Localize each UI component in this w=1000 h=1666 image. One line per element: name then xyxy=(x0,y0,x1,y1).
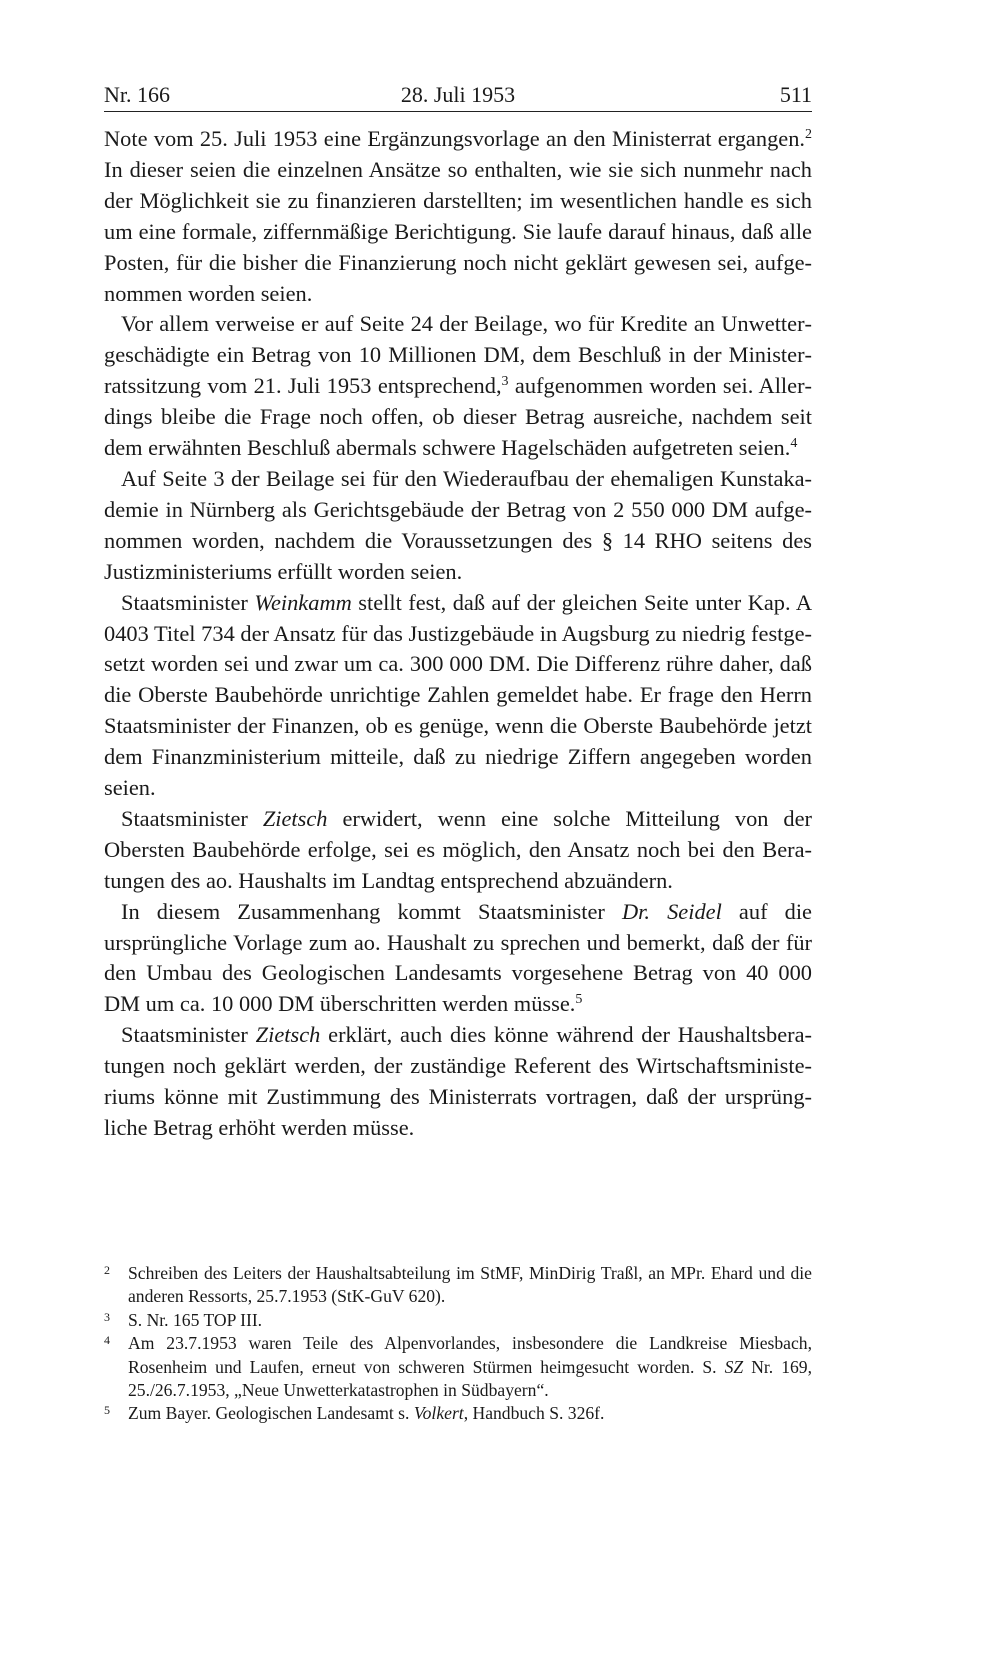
footnote xyxy=(104,1332,812,1402)
document-number: Nr. 166 xyxy=(104,82,170,107)
document-date: 28. Juli 1953 xyxy=(400,82,516,107)
body-text xyxy=(104,124,812,1144)
footnote-reference: 3 xyxy=(501,374,509,390)
text-run: Staatsminister xyxy=(121,1022,256,1048)
text-run: In dieser seien die einzelnen Ansätze so enthalten, wie sie sich nunmehr nach der Möglichkeit sie zu finanzieren darstellten; im wesentlichen handle es sich um eine formale, ziffernmäßige Berichtigung. Sie laufe darauf hinaus, daß alle Posten, für die bisher die Finanzierung noch nicht geklärt gewesen sei, aufgenommen worden seien. xyxy=(104,156,812,306)
paragraph xyxy=(104,804,812,897)
text-run: Staatsminister xyxy=(121,805,263,831)
person-name-italic: Zietsch xyxy=(255,1022,321,1048)
text-run: In diesem Zusammenhang kommt Staatsminister xyxy=(121,898,622,924)
footnote xyxy=(104,1309,812,1332)
footnotes xyxy=(104,1262,812,1426)
footnote-number: 4 xyxy=(104,1333,110,1348)
header-rule xyxy=(104,111,812,112)
paragraph xyxy=(104,1020,812,1144)
text-run: aufgenommen worden sei. Allerdings bleibe die Frage noch offen, ob dieser Betrag ausreiche, nachdem seit dem erwähnten Beschluß abermals schwere Hagelschäden aufgetreten seien. xyxy=(104,373,812,461)
footnote-number: 2 xyxy=(104,1263,110,1277)
footnote-number: 3 xyxy=(104,1309,110,1324)
person-name-italic: Volkert xyxy=(413,1403,464,1424)
footnote xyxy=(104,1262,812,1309)
footnote xyxy=(104,1402,812,1425)
person-name-italic: Weinkamm xyxy=(254,589,352,615)
text-run: Note vom 25. Juli 1953 eine Ergänzungsvorlage an den Ministerrat ergangen. xyxy=(104,126,805,151)
paragraph xyxy=(104,897,812,1021)
text-run: Vor allem verweise er auf Seite 24 der Beilage, wo für Kredite an Unwettergeschädigte ein Betrag von 10 Millionen DM, dem Beschluß in der Ministerratssitzung vom 21. Juli 1953 entsprechend, xyxy=(104,311,812,399)
text-run: stellt fest, daß auf der gleichen Seite unter Kap. A 0403 Titel 734 der Ansatz für das Justizgebäude in Augsburg zu niedrig festgesetzt worden sei und zwar um ca. 300 000 DM. Die Differenz rühre daher, daß die Oberste Baubehörde unrichtige Zahlen gemeldet habe. Er frage den Herrn Staatsminister der Finanzen, ob es genüge, wenn die Oberste Baubehörde jetzt dem Finanzministerium mitteile, daß zu niedrige Ziffern angegeben worden seien. xyxy=(104,589,813,801)
paragraph xyxy=(104,588,812,804)
footnote-reference: 5 xyxy=(575,992,583,1008)
paragraph xyxy=(104,464,812,588)
person-name-italic: Dr. Seidel xyxy=(621,898,722,924)
text-run: erwidert, wenn eine solche Mitteilung von der Obersten Baubehörde erfolge, sei es möglich, den Ansatz noch bei den Beratungen des ao. Haushalts im Landtag entsprechend abzuändern. xyxy=(104,805,812,893)
footnote-number: 5 xyxy=(104,1403,110,1418)
document-page xyxy=(104,78,812,1144)
text-run: , Handbuch S. 326f. xyxy=(463,1403,605,1424)
text-run: Nr. 169, 25./26.7.1953, „Neue Unwetterkatastrophen in Südbayern“. xyxy=(128,1356,812,1401)
page-number: 511 xyxy=(779,82,812,107)
footnote-reference: 4 xyxy=(790,436,798,452)
paragraph xyxy=(104,124,812,309)
text-run: Auf Seite 3 der Beilage sei für den Wiederaufbau der ehemaligen Kunstakademie in Nürnberg als Gerichtsgebäude der Betrag von 2 550 000 DM aufgenommen worden, nachdem die Voraussetzungen des § 14 RHO seitens des Justizministeriums erfüllt worden seien. xyxy=(104,465,812,584)
text-run: Staatsminister xyxy=(121,589,255,615)
running-header xyxy=(104,78,812,112)
text-run: S. Nr. 165 TOP III. xyxy=(128,1309,263,1330)
text-run: auf die ursprüngliche Vorlage zum ao. Haushalt zu sprechen und bemerkt, daß der für den Umbau des Geologischen Landesamts vorgesehene Betrag von 40 000 DM um ca. 10 000 DM überschritten werden müsse. xyxy=(104,898,812,1017)
person-name-italic: SZ xyxy=(724,1356,744,1377)
paragraph xyxy=(104,309,812,464)
text-run: erklärt, auch dies könne während der Haushaltsberatungen noch geklärt werden, der zuständige Referent des Wirtschaftsministeriums könne mit Zustimmung des Ministerrats vortragen, daß der ursprüngliche Betrag erhöht werden müsse. xyxy=(104,1022,812,1140)
text-run: Am 23.7.1953 waren Teile des Alpenvorlandes, insbesondere die Landkreise Miesbach, Rosenheim und Laufen, erneut von schweren Stürmen heimgesucht worden. S. xyxy=(128,1333,812,1377)
text-run: Schreiben des Leiters der Haushaltsabteilung im StMF, MinDirig Traßl, an MPr. Ehard und die anderen Ressorts, 25.7.1953 (StK-GuV 620). xyxy=(128,1263,812,1307)
footnote-reference: 2 xyxy=(805,127,812,142)
person-name-italic: Zietsch xyxy=(262,805,328,831)
text-run: Zum Bayer. Geologischen Landesamt s. xyxy=(128,1403,414,1424)
